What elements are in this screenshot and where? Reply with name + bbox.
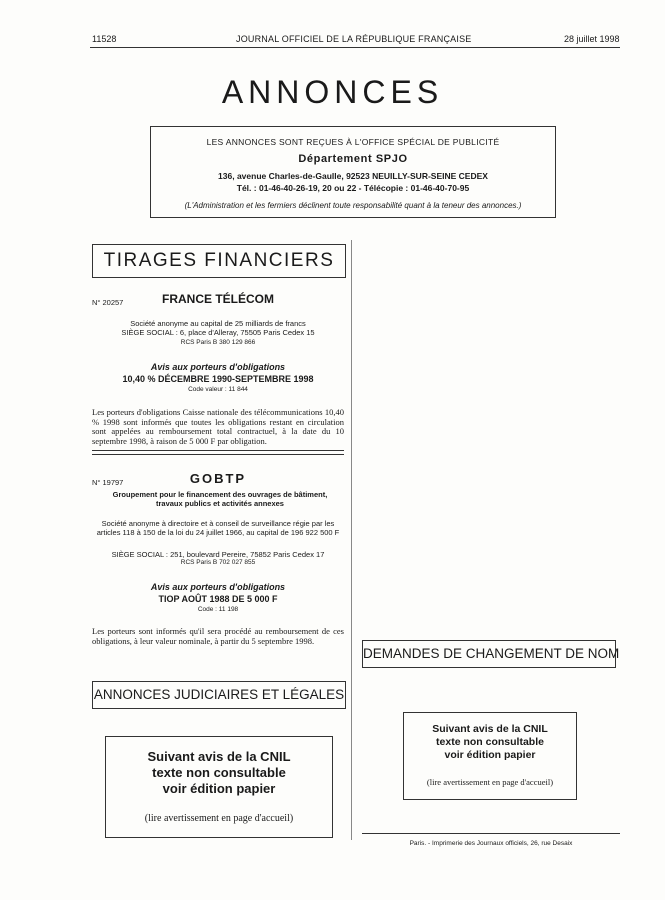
notice-department: Département SPJO: [298, 153, 408, 165]
footer-rule: [362, 833, 620, 834]
company-siege: SIÈGE SOCIAL : 251, boulevard Pereire, 75852 Paris Cedex 17: [111, 550, 325, 559]
issue-date: 28 juillet 1998: [564, 34, 620, 44]
company-capital: Société anonyme au capital de 25 milliards de francs: [130, 319, 306, 328]
company-siege: SIÈGE SOCIAL : 6, place d'Alleray, 75505 Paris Cedex 15: [121, 328, 315, 337]
notice-body: Les porteurs sont informés qu'il sera procédé au remboursement de ces obligations, à leur valeur nominale, à partir du 5 septembre 1998.: [92, 626, 344, 646]
company-capital: Société anonyme à directoire et à conseil de surveillance régie par les articles 118 à 150 de la loi du 24 juillet 1966, au capital de 196 922 500 F: [96, 519, 340, 537]
company-fullname: Groupement pour le financement des ouvrages de bâtiment, travaux publics et activités annexes: [112, 490, 328, 508]
notice-disclaimer: (L'Administration et les fermiers déclinent toute responsabilité quant à la teneur des annonces.): [184, 201, 522, 210]
journal-title: JOURNAL OFFICIEL DE LA RÉPUBLIQUE FRANÇAISE: [236, 34, 472, 44]
company-name: GOBTP: [189, 471, 247, 486]
bond-emission: 10,40 % DÉCEMBRE 1990-SEPTEMBRE 1998: [122, 374, 314, 384]
cnil-line: voir édition papier: [444, 749, 536, 761]
cnil-line: texte non consultable: [152, 765, 286, 780]
notice-number: N° 19797: [92, 478, 124, 487]
section-header-judiciaires: ANNONCES JUDICIAIRES ET LÉGALES: [92, 681, 346, 709]
company-rcs: RCS Paris B 702 027 855: [180, 559, 256, 566]
page-title: ANNONCES: [221, 74, 444, 110]
company-name: FRANCE TÉLÉCOM: [162, 292, 274, 306]
notice-phone: Tél. : 01-46-40-26-19, 20 ou 22 - Télécopie : 01-46-40-70-95: [236, 183, 470, 193]
code-valeur: Code : 11 198: [197, 606, 239, 613]
notice-separator: [92, 450, 344, 455]
notice-line: LES ANNONCES SONT REÇUES À L'OFFICE SPÉCIAL DE PUBLICITÉ: [206, 137, 500, 147]
column-divider: [351, 240, 352, 840]
notice-body: Les porteurs d'obligations Caisse nationale des télécommunications 10,40 % 1998 sont informés que toutes les obligations restant en circulation sont appelées au remboursement total contractuel, à la date du 10 septembre 1998, à raison de 5 000 F par obligation.: [92, 407, 344, 446]
cnil-notice-box: [105, 736, 333, 838]
cnil-line: Suivant avis de la CNIL: [432, 723, 548, 735]
imprint-line: Paris. - Imprimerie des Journaux officiels, 26, rue Desaix: [409, 840, 573, 847]
code-valeur: Code valeur : 11 844: [188, 386, 248, 393]
cnil-notice-box: [403, 712, 577, 800]
cnil-line: voir édition papier: [162, 781, 276, 796]
cnil-line: texte non consultable: [436, 736, 544, 748]
publicity-notice-box: [150, 126, 556, 218]
avis-heading: Avis aux porteurs d'obligations: [150, 582, 286, 592]
company-rcs: RCS Paris B 380 129 866: [180, 339, 256, 346]
page-number: 11528: [92, 34, 117, 44]
notice-number: N° 20257: [92, 298, 124, 307]
section-header-demandes: DEMANDES DE CHANGEMENT DE NOM: [362, 640, 616, 668]
cnil-note: (lire avertissement en page d'accueil): [144, 813, 294, 824]
header-rule: [90, 47, 620, 48]
avis-heading: Avis aux porteurs d'obligations: [150, 362, 286, 372]
cnil-note: (lire avertissement en page d'accueil): [426, 777, 554, 787]
section-header-tirages: TIRAGES FINANCIERS: [92, 244, 346, 278]
notice-address: 136, avenue Charles-de-Gaulle, 92523 NEUILLY-SUR-SEINE CEDEX: [218, 171, 488, 181]
bond-emission: TIOP AOÛT 1988 DE 5 000 F: [158, 594, 278, 604]
cnil-line: Suivant avis de la CNIL: [147, 749, 291, 764]
